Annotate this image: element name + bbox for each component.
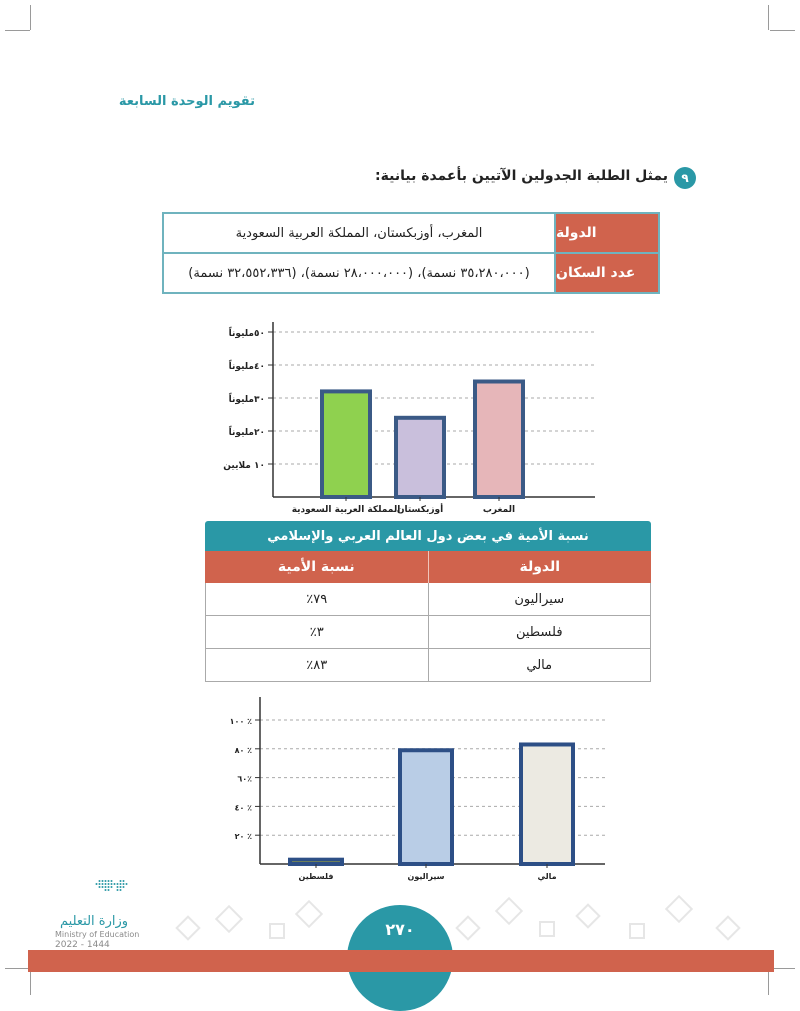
x-tick-label: أوزبكستان: [396, 505, 444, 515]
cell-country: سيراليون: [514, 591, 565, 607]
ministry-name: وزارة التعليم: [60, 914, 129, 929]
x-tick-label: فلسطين: [298, 872, 334, 881]
population-bar-chart: [200, 318, 610, 523]
table-row: [205, 649, 651, 682]
header-country: الدولة: [519, 559, 561, 575]
table-row: [164, 214, 658, 254]
question-number-badge: ٩: [674, 167, 696, 189]
table-cell-value: (٣٥،٢٨٠،٠٠٠ نسمة)، (٢٨،٠٠٠،٠٠٠ نسمة)، (٣٢،٥٥٢،٣٣٦ نسمة): [164, 254, 556, 292]
literacy-table-title: نسبة الأمية في بعض دول العالم العربي والإسلامي: [205, 521, 651, 551]
footer-bar: [28, 950, 774, 972]
bar: [322, 391, 370, 497]
y-tick-label: ٢٠ ٪: [234, 832, 252, 842]
unit-title: تقويم الوحدة السابعة: [118, 94, 255, 109]
y-tick-label: ٦٠٪: [237, 774, 252, 784]
bar: [400, 750, 452, 864]
x-tick-label: المملكة العربية السعودية: [291, 505, 401, 515]
bar: [475, 382, 523, 498]
crop-mark: [768, 5, 769, 30]
y-tick-label: ٢٠مليوناً: [228, 428, 265, 438]
y-tick-label: ٨٠ ٪: [234, 745, 252, 755]
cell-rate: ٧٩٪: [206, 583, 429, 615]
y-tick-label: ٤٠مليوناً: [228, 362, 265, 372]
header-rate: نسبة الأمية: [205, 551, 429, 583]
table-cell-value: المغرب، أوزبكستان، المملكة العربية السعودية: [164, 214, 556, 252]
cell-rate: ٣٪: [206, 616, 429, 648]
ministry-name-en: Ministry of Education: [55, 930, 140, 939]
y-tick-label: ٤٠ ٪: [234, 803, 252, 813]
table-row: [205, 583, 651, 616]
x-tick-label: المغرب: [482, 505, 516, 515]
decorative-pattern: [160, 890, 780, 950]
table-cell-label: الدولة: [556, 214, 658, 252]
table-header-row: [205, 551, 651, 583]
x-tick-label: سيراليون: [407, 872, 445, 881]
bar: [396, 418, 444, 497]
table-cell-label: عدد السكان: [556, 254, 658, 292]
y-tick-label: ١٠ ملايين: [223, 461, 265, 471]
literacy-bar-chart: [215, 695, 610, 885]
y-tick-label: ١٠٠ ٪: [229, 717, 252, 726]
literacy-table: [205, 521, 651, 682]
table-row: [205, 616, 651, 649]
crop-mark: [30, 970, 31, 995]
cell-country: فلسطين: [515, 624, 563, 640]
ministry-logo-icon: [38, 878, 168, 918]
population-table: [162, 212, 660, 294]
crop-mark: [5, 30, 30, 31]
crop-mark: [768, 970, 769, 995]
cell-rate: ٨٣٪: [206, 649, 429, 681]
page-number: ٢٧٠: [385, 920, 415, 939]
y-tick-label: ٥٠مليوناً: [228, 329, 265, 339]
bar: [290, 860, 342, 864]
question-text: يمثل الطلبة الجدولين الآتيين بأعمدة بيانية:: [375, 168, 668, 184]
crop-mark: [770, 30, 795, 31]
crop-mark: [30, 5, 31, 30]
cell-country: مالي: [526, 657, 553, 673]
bar: [521, 744, 573, 864]
x-tick-label: مالي: [537, 872, 557, 881]
ministry-year: 2022 - 1444: [55, 940, 110, 950]
crop-mark: [5, 968, 30, 969]
table-row: [164, 254, 658, 292]
y-tick-label: ٣٠مليوناً: [228, 395, 265, 405]
